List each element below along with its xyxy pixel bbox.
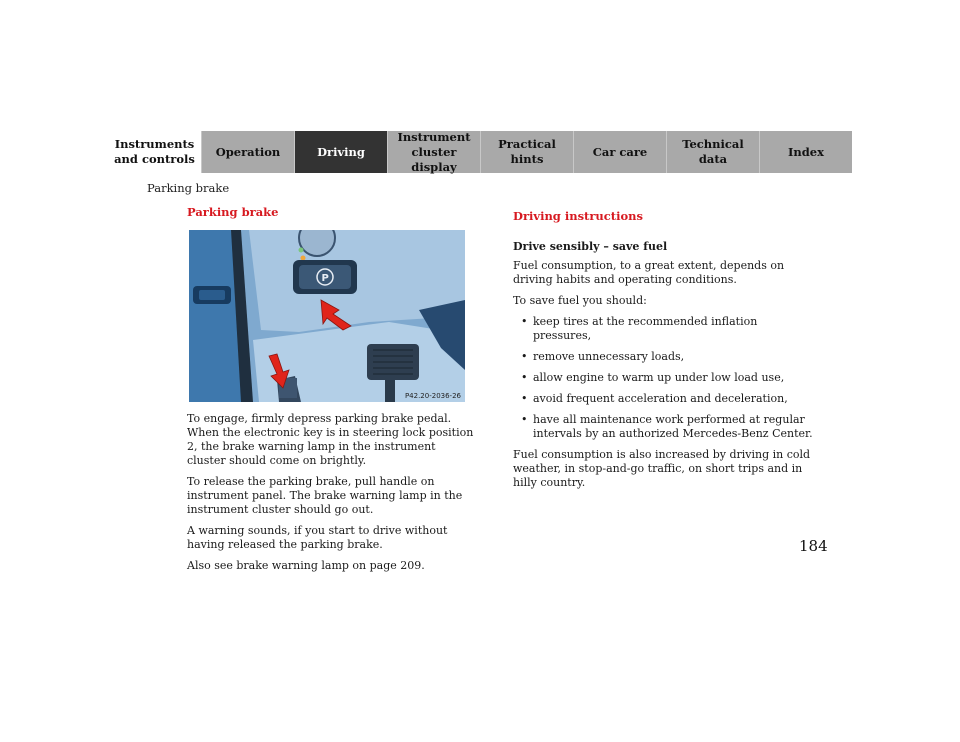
tab-driving[interactable]: Driving — [294, 131, 387, 173]
section-title-parking-brake: Parking brake — [187, 205, 279, 219]
paragraph-intro: Fuel consumption, to a great extent, depends on driving habits and operating conditions. — [513, 259, 785, 286]
driving-instructions-section — [513, 209, 813, 497]
page-number: 184 — [799, 537, 828, 555]
paragraph-engage: To engage, firmly depress parking brake pedal. When the electronic key is in steering lock position 2, the brake warning lamp in the instrument cluster should come on brightly. — [187, 412, 474, 467]
paragraph-lead: To save fuel you should: — [513, 294, 647, 307]
list-item: • allow engine to warm up under low load use, — [513, 371, 813, 385]
running-header: Parking brake — [147, 181, 230, 195]
fuel-tips-list — [513, 315, 813, 441]
list-item: • remove unnecessary loads, — [513, 350, 813, 364]
tab-technical-data[interactable]: Technical data — [666, 131, 759, 173]
list-item: • avoid frequent acceleration and deceleration, — [513, 392, 813, 406]
tab-operation[interactable]: Operation — [201, 131, 294, 173]
list-item: • keep tires at the recommended inflation pressures, — [513, 315, 813, 343]
paragraph-closing: Fuel consumption is also increased by driving in cold weather, in stop-and-go traffic, on short trips and in hilly country. — [513, 448, 811, 489]
section-nav — [108, 131, 852, 173]
section-title-driving-instructions: Driving instructions — [513, 209, 643, 223]
tab-index[interactable]: Index — [759, 131, 852, 173]
tab-instrument-cluster-display[interactable]: Instrument cluster display — [387, 131, 480, 173]
paragraph-see-also: Also see brake warning lamp on page 209. — [187, 559, 425, 572]
paragraph-release: To release the parking brake, pull handle on instrument panel. The brake warning lamp in the instrument cluster should go out. — [187, 475, 463, 516]
paragraph-warning: A warning sounds, if you start to drive without having released the parking brake. — [187, 524, 448, 551]
subtitle-save-fuel: Drive sensibly – save fuel — [513, 240, 668, 253]
tab-instruments-and-controls[interactable]: Instruments and controls — [108, 131, 201, 173]
tab-car-care[interactable]: Car care — [573, 131, 666, 173]
parking-brake-section — [187, 205, 477, 572]
list-item: • have all maintenance work performed at regular intervals by an authorized Mercedes-Benz Center. — [513, 413, 813, 441]
tab-practical-hints[interactable]: Practical hints — [480, 131, 573, 173]
parking-brake-illustration — [189, 230, 465, 402]
figure-caption: P42.20-2036-26 — [404, 392, 461, 400]
svg-text:P: P — [321, 273, 329, 284]
parking-brake-text — [187, 412, 477, 580]
